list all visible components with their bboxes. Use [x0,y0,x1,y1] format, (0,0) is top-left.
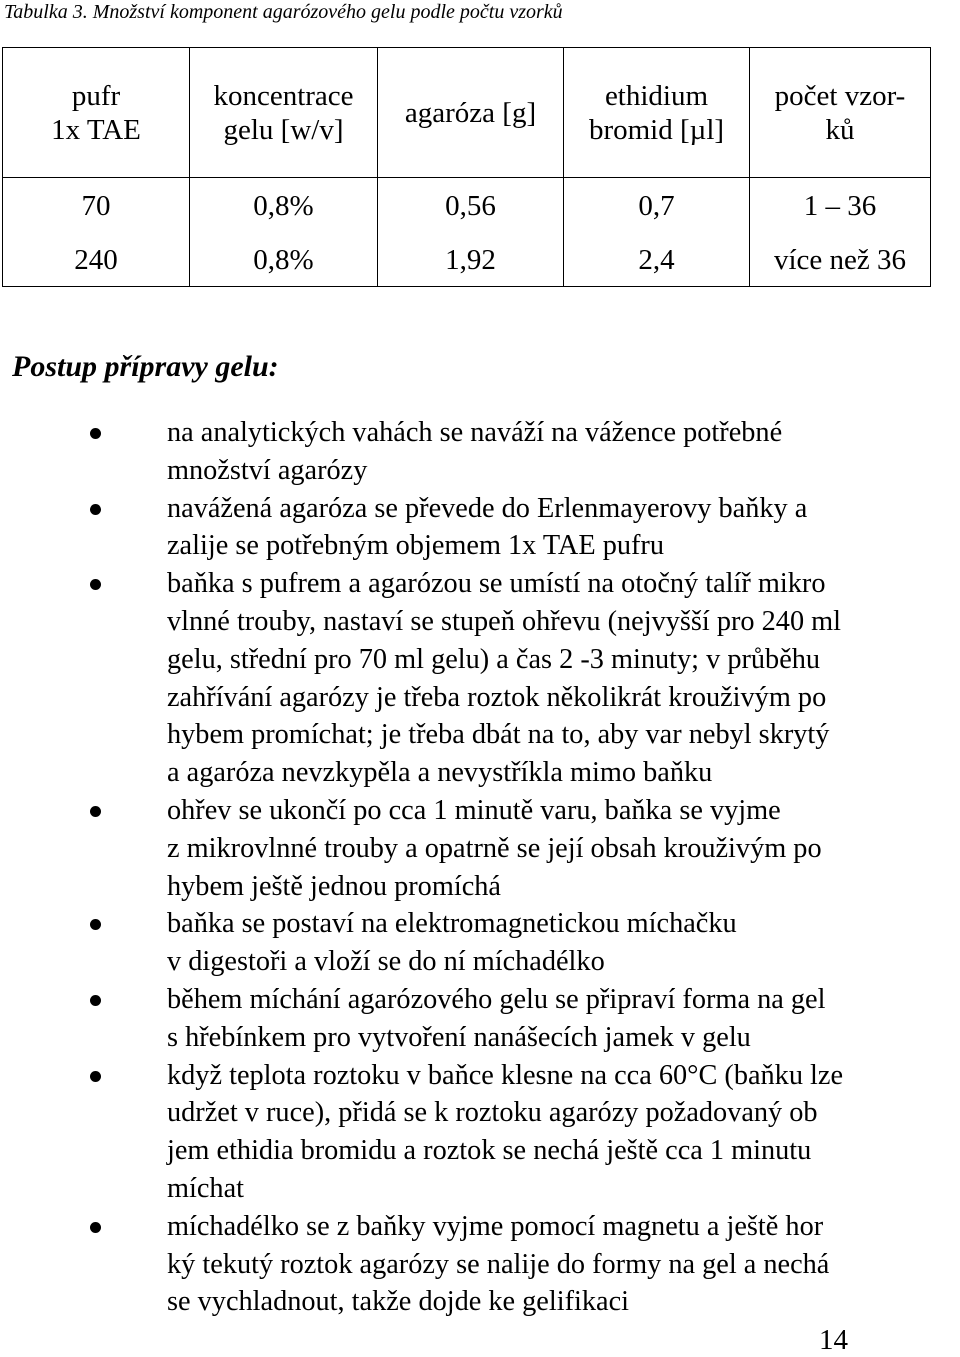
procedure-list [0,414,960,1321]
table-cell: více než 36 [750,233,931,287]
table-cell: 2,4 [564,233,750,287]
table-caption: Tabulka 3. Množství komponent agarózového gelu podle počtu vzorků [4,1,563,23]
list-item-line: z mikrovlnné trouby a opatrně se její obsah krouživým po [167,832,822,864]
list-item-line: v digestoři a vloží se do ní míchadélko [167,946,605,978]
header-cell: ethidium bromid [µl] [564,48,750,178]
list-item [0,414,960,490]
header-cell: počet vzor- ků [750,48,931,178]
list-item-line: se vychladnout, takže dojde ke gelifikaci [167,1286,630,1318]
bullet-icon [90,504,101,515]
bullet-icon [90,995,101,1006]
component-table [2,47,931,287]
list-item-line: na analytických vahách se naváží na vážence potřebné [167,417,783,448]
bullet-icon [90,428,101,439]
table-row [3,178,931,234]
list-item [0,981,960,1057]
table-cell: 0,56 [378,178,564,234]
list-item [0,490,960,566]
list-item-line: množství agarózy [167,454,368,486]
bullet-icon [90,919,101,930]
bullet-icon [90,1222,101,1233]
list-item-line: navážená agaróza se převede do Erlenmayerovy baňky a [167,492,808,524]
list-item [0,1057,960,1208]
list-item-line: během míchání agarózového gelu se připraví forma na gel [167,983,826,1015]
list-item-line: jem ethidia bromidu a roztok se nechá ještě cca 1 minutu [167,1135,812,1167]
list-item-line: baňka se postaví na elektromagnetickou míchačku [167,908,737,940]
table-row [3,233,931,287]
table-cell: 1,92 [378,233,564,287]
list-item [0,1208,960,1321]
list-item-line: a agaróza nevzkypěla a nevystříkla mimo baňku [167,757,713,789]
table-cell: 0,8% [190,178,378,234]
list-item-line: zalije se potřebným objemem 1x TAE pufru [167,530,664,562]
bullet-icon [90,806,101,817]
list-item-line: míchat [167,1172,245,1204]
list-item-line: gelu, střední pro 70 ml gelu) a čas 2 -3 minuty; v průběhu [167,643,821,675]
list-item-line: hybem ještě jednou promíchá [167,870,501,902]
table-cell: 0,7 [564,178,750,234]
bullet-icon [90,1071,101,1082]
list-item-line: hybem promíchat; je třeba dbát na to, aby var nebyl skrytý [167,719,830,751]
table-cell: 70 [3,178,190,234]
list-item-line: ký tekutý roztok agarózy se nalije do formy na gel a nechá [167,1248,830,1280]
list-item [0,792,960,905]
list-item [0,905,960,981]
list-item-line: ohřev se ukončí po cca 1 minutě varu, baňka se vyjme [167,794,781,826]
header-cell: koncentrace gelu [w/v] [190,48,378,178]
bullet-icon [90,579,101,590]
list-item-line: míchadélko se z baňky vyjme pomocí magnetu a ještě hor [167,1210,824,1242]
page-number: 14 [819,1324,848,1356]
header-cell: agaróza [g] [378,48,564,178]
list-item-line: vlnné trouby, nastaví se stupeň ohřevu (nejvyšší pro 240 ml [167,605,842,637]
list-item-line: když teplota roztoku v baňce klesne na cca 60°C (baňku lze [167,1059,844,1091]
list-item-line: zahřívání agarózy je třeba roztok několikrát krouživým po [167,681,827,713]
list-item-line: s hřebínkem pro vytvoření nanášecích jamek v gelu [167,1021,751,1053]
table-cell: 0,8% [190,233,378,287]
header-cell: pufr 1x TAE [3,48,190,178]
section-title: Postup přípravy gelu: [12,350,279,383]
table-cell: 240 [3,233,190,287]
table-cell: 1 – 36 [750,178,931,234]
table-header-row [3,48,931,178]
list-item-line: udržet v ruce), přidá se k roztoku agarózy požadovaný ob [167,1097,818,1129]
list-item [0,565,960,792]
list-item-line: baňka s pufrem a agarózou se umístí na otočný talíř mikro [167,568,826,600]
